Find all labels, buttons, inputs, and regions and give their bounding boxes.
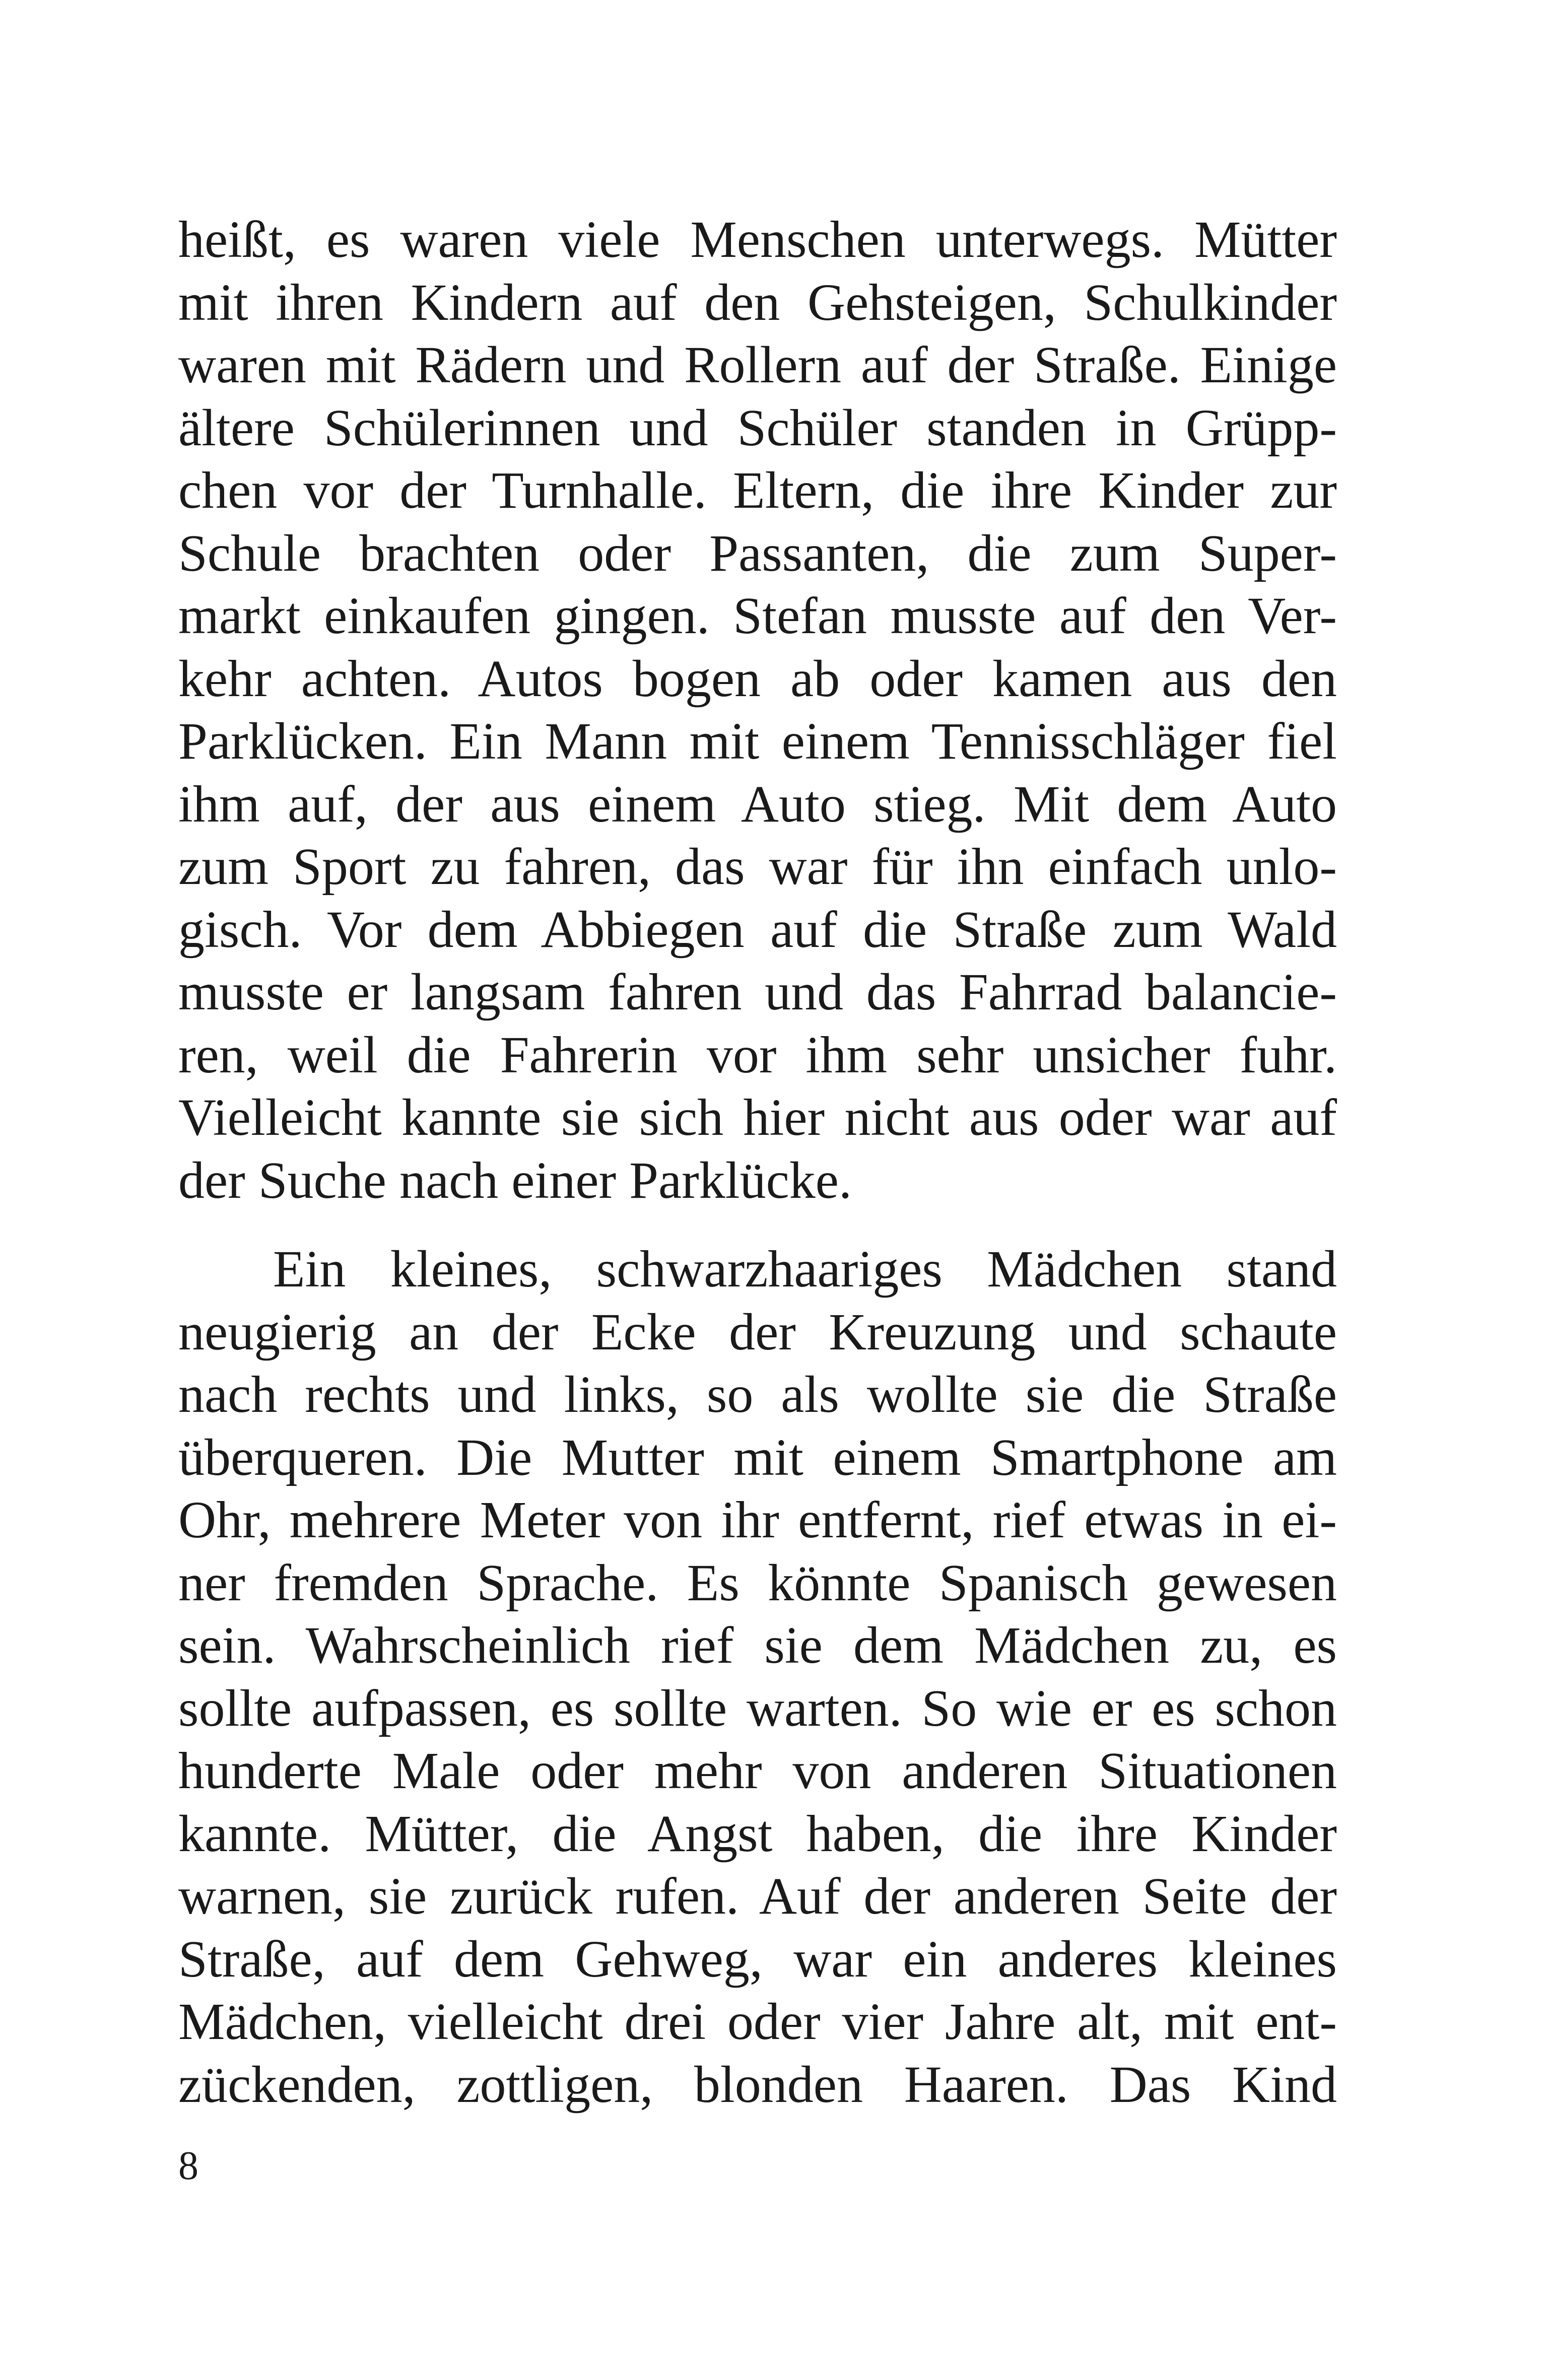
text-line: heißt, es waren viele Menschen unterwegs. Mütter	[178, 211, 1337, 268]
text-line: markt einkaufen gingen. Stefan musste auf den Ver-	[178, 587, 1337, 645]
text-line: ren, weil die Fahrerin vor ihm sehr unsicher fuhr.	[178, 1026, 1337, 1084]
text-line: sein. Wahrscheinlich rief sie dem Mädchen zu, es	[178, 1616, 1337, 1674]
text-line: der Suche nach einer Parklücke.	[178, 1151, 852, 1209]
text-line: Vielleicht kannte sie sich hier nicht aus oder war auf	[178, 1089, 1337, 1146]
text-line: gisch. Vor dem Abbiegen auf die Straße zum Wald	[178, 900, 1337, 959]
text-line: ältere Schülerinnen und Schüler standen in Grüpp-	[178, 398, 1337, 457]
text-line: überqueren. Die Mutter mit einem Smartphone am	[178, 1428, 1337, 1486]
text-line: Mädchen, vielleicht drei oder vier Jahre alt, mit ent-	[178, 1993, 1337, 2051]
text-line: zückenden, zottligen, blonden Haaren. Das Kind	[178, 2055, 1337, 2114]
page-number: 8	[178, 2144, 198, 2188]
text-line: mit ihren Kindern auf den Gehsteigen, Schulkinder	[178, 273, 1337, 331]
text-line: Ohr, mehrere Meter von ihr entfernt, rief etwas in ei-	[178, 1491, 1337, 1549]
paragraph-2	[178, 1238, 1337, 2116]
text-line: nach rechts und links, so als wollte sie die Straße	[178, 1366, 1337, 1423]
text-line: kannte. Mütter, die Angst haben, die ihre Kinder	[178, 1804, 1337, 1863]
text-line: warnen, sie zurück rufen. Auf der anderen Seite der	[178, 1867, 1337, 1925]
text-line: neugierig an der Ecke der Kreuzung und schaute	[178, 1303, 1337, 1361]
text-line: Schule brachten oder Passanten, die zum Super-	[178, 524, 1337, 582]
text-line: zum Sport zu fahren, das war für ihn einfach unlo-	[178, 838, 1337, 896]
text-line: ner fremden Sprache. Es könnte Spanisch gewesen	[178, 1553, 1337, 1612]
text-line: hunderte Male oder mehr von anderen Situationen	[178, 1742, 1337, 1800]
text-line: kehr achten. Autos bogen ab oder kamen aus den	[178, 649, 1337, 708]
text-line: ihm auf, der aus einem Auto stieg. Mit dem Auto	[178, 775, 1337, 833]
paragraph-1	[178, 209, 1337, 1212]
text-line: waren mit Rädern und Rollern auf der Straße. Einige	[178, 336, 1337, 394]
text-line: Straße, auf dem Gehweg, war ein anderes kleines	[178, 1930, 1337, 1988]
text-line: Ein kleines, schwarzhaariges Mädchen stand	[273, 1240, 1337, 1298]
text-line: Parklücken. Ein Mann mit einem Tennisschläger fiel	[178, 712, 1337, 770]
text-line: musste er langsam fahren und das Fahrrad balancie-	[178, 963, 1337, 1021]
text-line: chen vor der Turnhalle. Eltern, die ihre Kinder zur	[178, 461, 1337, 519]
body-text	[178, 209, 1337, 2116]
text-line: sollte aufpassen, es sollte warten. So wie er es schon	[178, 1679, 1337, 1737]
